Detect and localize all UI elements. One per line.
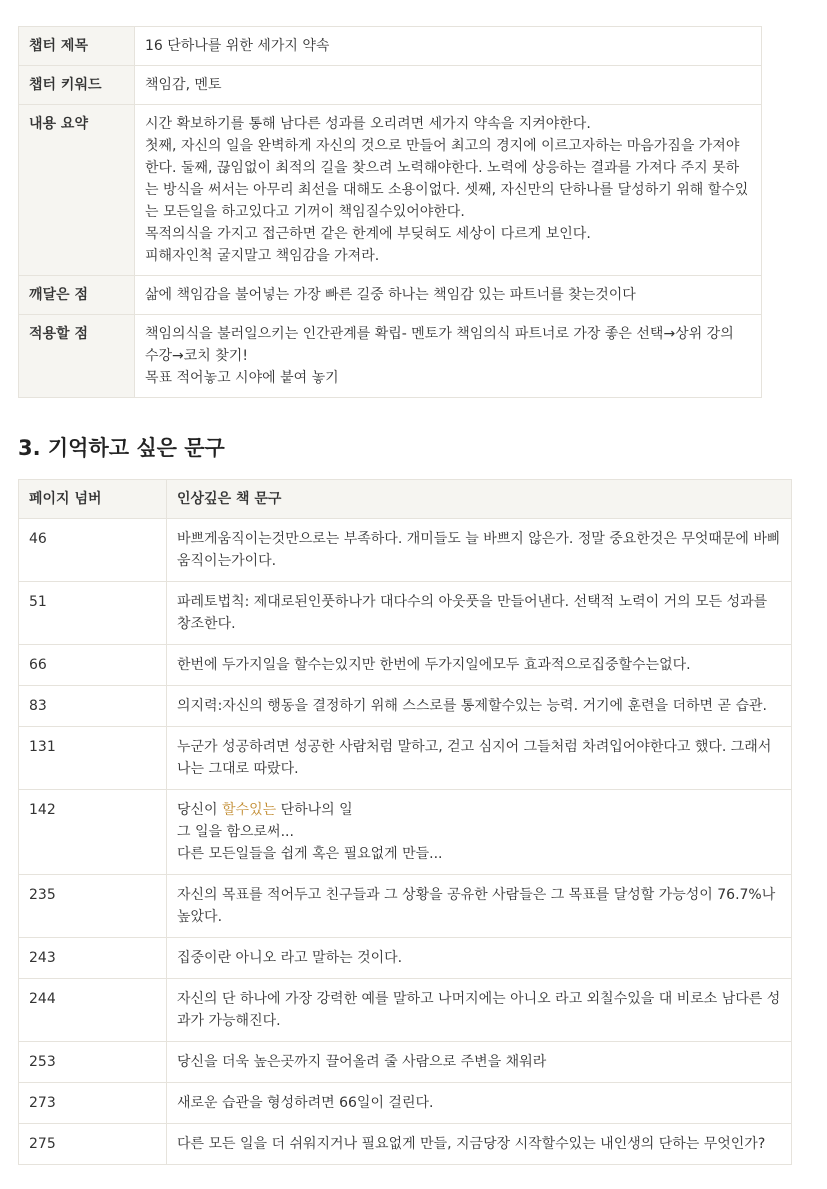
table-row — [19, 686, 792, 727]
quote-text: 한번에 두가지일을 할수는있지만 한번에 두가지일에모두 효과적으로집중할수는없다. — [167, 645, 792, 686]
quote-text-end: 단하나의 일 그 일을 함으로써... 다른 모든일들을 쉽게 혹은 필요없게 만들... — [177, 802, 443, 862]
quote-text-start: 당신이 — [177, 802, 223, 818]
chapter-info-table — [18, 26, 762, 398]
quote-text: 당신을 더욱 높은곳까지 끌어올려 줄 사람으로 주변을 채워라 — [167, 1042, 792, 1083]
table-row — [19, 645, 792, 686]
page-number: 46 — [19, 519, 167, 582]
application-value: 책임의식을 불러일으키는 인간관계를 확립- 멘토가 책임의식 파트너로 가장 좋은 선택→상위 강의 수강→코치 찾기! 목표 적어놓고 시야에 붙여 놓기 — [135, 315, 762, 398]
page-number: 253 — [19, 1042, 167, 1083]
chapter-title-value: 16 단하나를 위한 세가지 약속 — [135, 27, 762, 66]
highlighted-text: 할수있는 — [222, 802, 277, 818]
page-number: 142 — [19, 790, 167, 875]
table-row — [19, 938, 792, 979]
row-label: 적용할 점 — [19, 315, 135, 398]
quote-text: 자신의 목표를 적어두고 친구들과 그 상황을 공유한 사람들은 그 목표를 달성할 가능성이 76.7%나 높았다. — [167, 875, 792, 938]
row-label: 챕터 키워드 — [19, 66, 135, 105]
table-row — [19, 1042, 792, 1083]
row-label: 깨달은 점 — [19, 276, 135, 315]
page-number: 235 — [19, 875, 167, 938]
page-number: 273 — [19, 1083, 167, 1124]
table-row — [19, 276, 762, 315]
page-number: 66 — [19, 645, 167, 686]
table-row — [19, 1124, 792, 1165]
section-title: 3. 기억하고 싶은 문구 — [18, 436, 225, 460]
table-row — [19, 105, 762, 276]
table-row — [19, 27, 762, 66]
quote-text: 바쁘게움직이는것만으로는 부족하다. 개미들도 늘 바쁘지 않은가. 정말 중요한것은 무엇때문에 바삐움직이는가이다. — [167, 519, 792, 582]
quote-text: 집중이란 아니오 라고 말하는 것이다. — [167, 938, 792, 979]
chapter-keyword-value: 책임감, 멘토 — [135, 66, 762, 105]
table-row — [19, 875, 792, 938]
summary-value: 시간 확보하기를 통해 남다른 성과를 오리려면 세가지 약속을 지켜야한다. 첫째, 자신의 일을 완벽하게 자신의 것으로 만들어 최고의 경지에 이르고자하는 마음가짐을 가져야 한다. 둘째, 끊임없이 최적의 길을 찾으려 노력해야한다. 노력에 상응하는 결과를 가져다 주지 못하는 방식을 써서는 아무리 최선을 대해도 소용이없다. 셋째, 자신만의 단하나를 달성하기 위해 할수있는 모든일을 하고있다고 기꺼이 책임질수있어야한다. 목적의식을 가지고 접근하면 같은 한계에 부딪혀도 세상이 다르게 보인다. 피해자인척 굴지말고 책임감을 가져라. — [135, 105, 762, 276]
page-number: 275 — [19, 1124, 167, 1165]
column-header-page: 페이지 넘버 — [19, 480, 167, 519]
quote-text: 자신의 단 하나에 가장 강력한 예를 말하고 나머지에는 아니오 라고 외칠수있을 대 비로소 남다른 성과가 가능해진다. — [167, 979, 792, 1042]
table-header-row — [19, 480, 792, 519]
table-row — [19, 315, 762, 398]
page-number: 83 — [19, 686, 167, 727]
column-header-quote: 인상깊은 책 문구 — [167, 480, 792, 519]
quote-text: 누군가 성공하려면 성공한 사람처럼 말하고, 걷고 심지어 그들처럼 차려입어야한다고 했다. 그래서 나는 그대로 따랐다. — [167, 727, 792, 790]
quote-text: 다른 모든 일을 더 쉬워지거나 필요없게 만들, 지금당장 시작할수있는 내인생의 단하는 무엇인가? — [167, 1124, 792, 1165]
quote-text: 새로운 습관을 형성하려면 66일이 걸린다. — [167, 1083, 792, 1124]
quotes-table — [18, 479, 792, 1165]
quote-text: 의지력:자신의 행동을 결정하기 위해 스스로를 통제할수있는 능력. 거기에 훈련을 더하면 곧 습관. — [167, 686, 792, 727]
page-number: 243 — [19, 938, 167, 979]
quote-text: 파레토법칙: 제대로된인풋하나가 대다수의 아웃풋을 만들어낸다. 선택적 노력이 거의 모든 성과를 창조한다. — [167, 582, 792, 645]
table-row — [19, 519, 792, 582]
row-label: 챕터 제목 — [19, 27, 135, 66]
table-row — [19, 1083, 792, 1124]
table-row — [19, 582, 792, 645]
page-number: 51 — [19, 582, 167, 645]
table-row — [19, 727, 792, 790]
row-label: 내용 요약 — [19, 105, 135, 276]
table-row — [19, 66, 762, 105]
table-row — [19, 790, 792, 875]
table-row — [19, 979, 792, 1042]
quote-text — [167, 790, 792, 875]
page-number: 131 — [19, 727, 167, 790]
insight-value: 삶에 책임감을 불어넣는 가장 빠른 길중 하나는 책임감 있는 파트너를 찾는것이다 — [135, 276, 762, 315]
page-number: 244 — [19, 979, 167, 1042]
